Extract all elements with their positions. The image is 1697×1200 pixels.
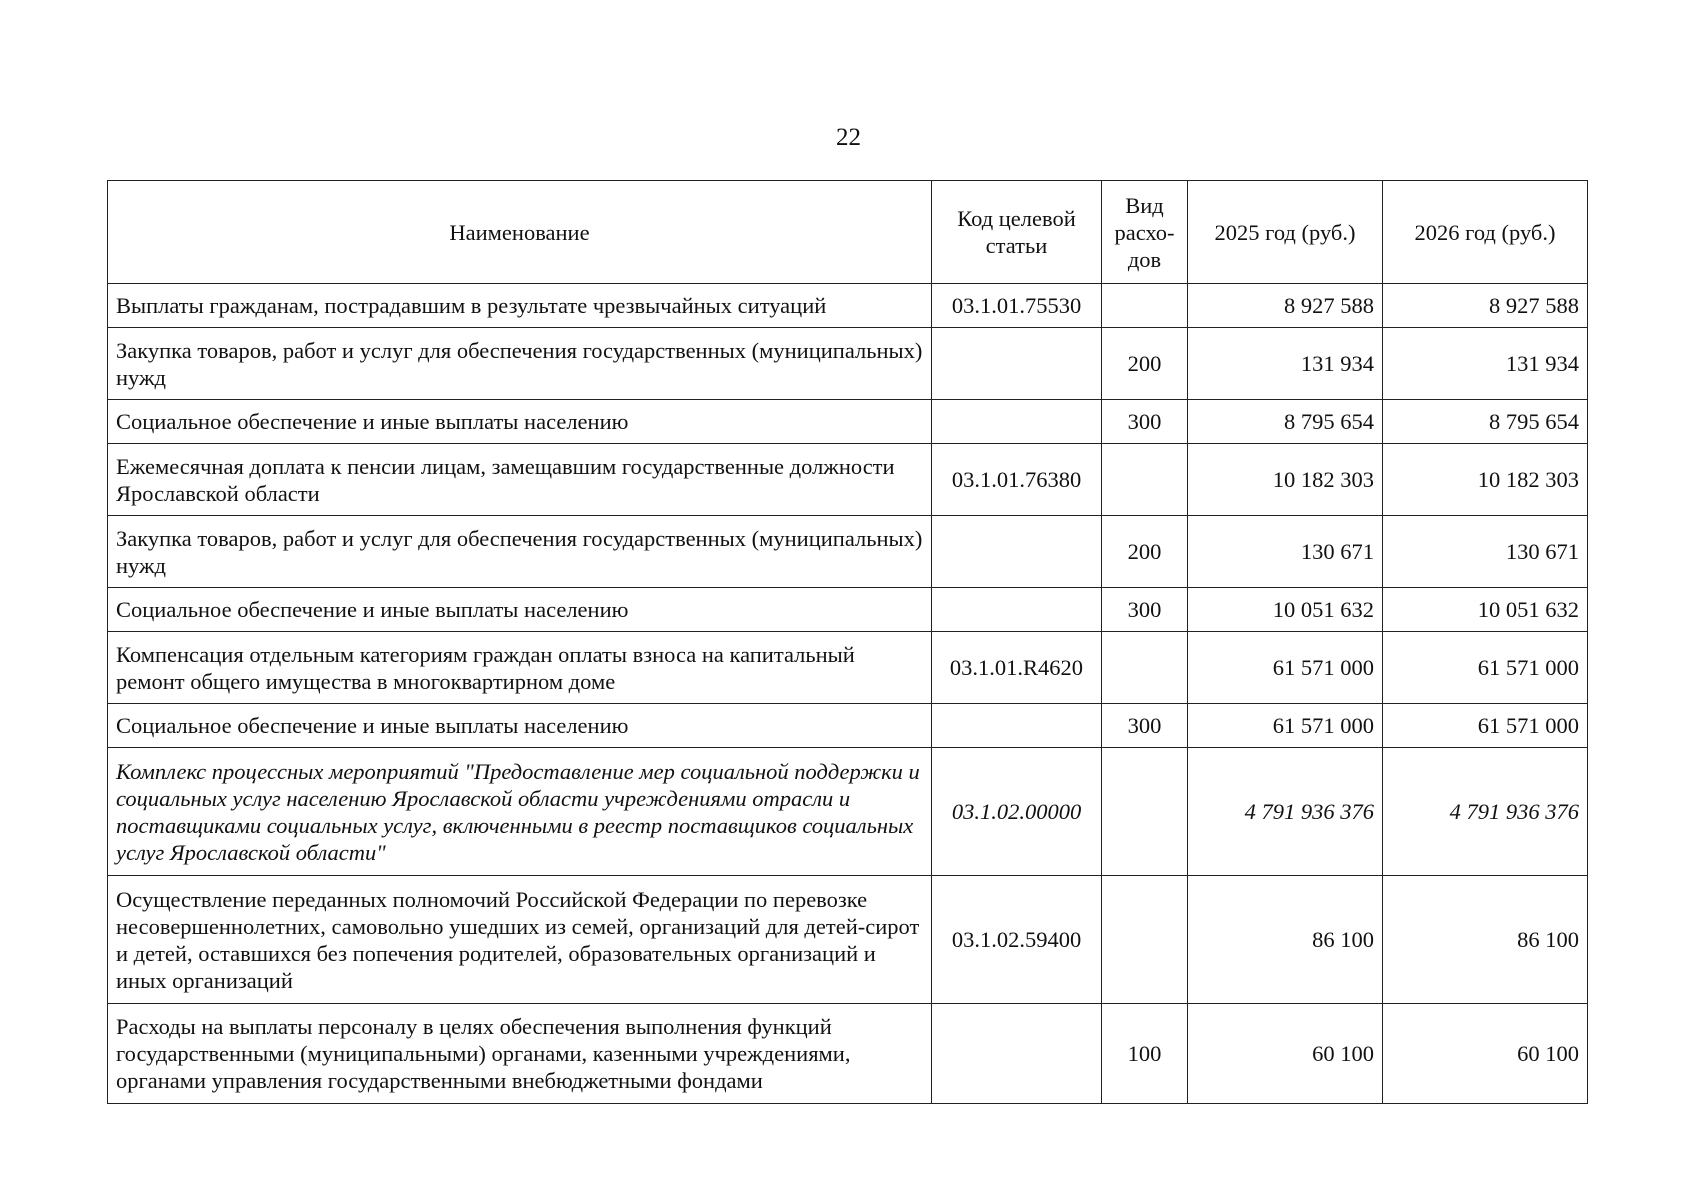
cell-name: Социальное обеспечение и иные выплаты населению — [108, 400, 932, 444]
cell-type: 200 — [1102, 328, 1188, 400]
cell-2025: 61 571 000 — [1188, 704, 1383, 748]
cell-2025: 61 571 000 — [1188, 632, 1383, 704]
table-row — [108, 1004, 1588, 1104]
table-header-row — [108, 181, 1588, 284]
cell-name: Закупка товаров, работ и услуг для обеспечения государственных (муниципальных) нужд — [108, 328, 932, 400]
cell-name: Ежемесячная доплата к пенсии лицам, замещавшим государственные должности Ярославской области — [108, 444, 932, 516]
budget-table — [107, 180, 1588, 1104]
cell-name: Социальное обеспечение и иные выплаты населению — [108, 588, 932, 632]
cell-type: 300 — [1102, 588, 1188, 632]
cell-name: Осуществление переданных полномочий Российской Федерации по перевозке несовершеннолетних, самовольно ушедших из семей, организаций для детей-сирот и детей, оставшихся без попечения родителей, образовательных организаций и иных организаций — [108, 876, 932, 1004]
table-row — [108, 748, 1588, 876]
cell-name: Закупка товаров, работ и услуг для обеспечения государственных (муниципальных) нужд — [108, 516, 932, 588]
cell-code: 03.1.02.59400 — [932, 876, 1102, 1004]
cell-name: Комплекс процессных мероприятий "Предоставление мер социальной поддержки и социальных услуг населению Ярославской области учреждениями отрасли и поставщиками социальных услуг, включенными в реестр поставщиков социальных услуг Ярославской области" — [108, 748, 932, 876]
cell-2026: 61 571 000 — [1383, 632, 1588, 704]
cell-type: 100 — [1102, 1004, 1188, 1104]
cell-type — [1102, 444, 1188, 516]
cell-type: 200 — [1102, 516, 1188, 588]
cell-2026: 86 100 — [1383, 876, 1588, 1004]
table-row — [108, 400, 1588, 444]
cell-name: Выплаты гражданам, пострадавшим в результате чрезвычайных ситуаций — [108, 284, 932, 328]
header-2026: 2026 год (руб.) — [1383, 181, 1588, 284]
cell-name: Расходы на выплаты персоналу в целях обеспечения выполнения функций государственными (муниципальными) органами, казенными учреждениями, органами управления государственными внебюджетными фондами — [108, 1004, 932, 1104]
cell-type — [1102, 284, 1188, 328]
cell-2026: 8 927 588 — [1383, 284, 1588, 328]
cell-2025: 10 051 632 — [1188, 588, 1383, 632]
cell-code — [932, 516, 1102, 588]
cell-code — [932, 400, 1102, 444]
cell-code — [932, 588, 1102, 632]
table-row — [108, 284, 1588, 328]
table-row — [108, 632, 1588, 704]
cell-code: 03.1.01.R4620 — [932, 632, 1102, 704]
cell-name: Социальное обеспечение и иные выплаты населению — [108, 704, 932, 748]
cell-code: 03.1.01.76380 — [932, 444, 1102, 516]
cell-2025: 130 671 — [1188, 516, 1383, 588]
cell-type: 300 — [1102, 704, 1188, 748]
table-row — [108, 876, 1588, 1004]
cell-type — [1102, 632, 1188, 704]
cell-2026: 10 182 303 — [1383, 444, 1588, 516]
cell-2025: 8 927 588 — [1188, 284, 1383, 328]
cell-type — [1102, 748, 1188, 876]
cell-2025: 60 100 — [1188, 1004, 1383, 1104]
cell-type — [1102, 876, 1188, 1004]
table-row — [108, 516, 1588, 588]
cell-name: Компенсация отдельным категориям граждан оплаты взноса на капитальный ремонт общего имущества в многоквартирном доме — [108, 632, 932, 704]
cell-2026: 131 934 — [1383, 328, 1588, 400]
cell-2025: 10 182 303 — [1188, 444, 1383, 516]
cell-code — [932, 1004, 1102, 1104]
cell-2026: 61 571 000 — [1383, 704, 1588, 748]
cell-2025: 86 100 — [1188, 876, 1383, 1004]
table-row — [108, 588, 1588, 632]
header-name: Наименование — [108, 181, 932, 284]
cell-2025: 4 791 936 376 — [1188, 748, 1383, 876]
cell-code — [932, 704, 1102, 748]
header-code: Код целевой статьи — [932, 181, 1102, 284]
page-number: 22 — [836, 124, 861, 151]
cell-2026: 10 051 632 — [1383, 588, 1588, 632]
cell-2026: 60 100 — [1383, 1004, 1588, 1104]
cell-2026: 8 795 654 — [1383, 400, 1588, 444]
table-row — [108, 704, 1588, 748]
cell-2026: 4 791 936 376 — [1383, 748, 1588, 876]
cell-2025: 131 934 — [1188, 328, 1383, 400]
table-row — [108, 444, 1588, 516]
table-body — [108, 284, 1588, 1104]
cell-code — [932, 328, 1102, 400]
cell-code: 03.1.01.75530 — [932, 284, 1102, 328]
cell-2026: 130 671 — [1383, 516, 1588, 588]
cell-code: 03.1.02.00000 — [932, 748, 1102, 876]
table-row — [108, 328, 1588, 400]
header-type: Вид расхо-дов — [1102, 181, 1188, 284]
cell-type: 300 — [1102, 400, 1188, 444]
header-2025: 2025 год (руб.) — [1188, 181, 1383, 284]
cell-2025: 8 795 654 — [1188, 400, 1383, 444]
